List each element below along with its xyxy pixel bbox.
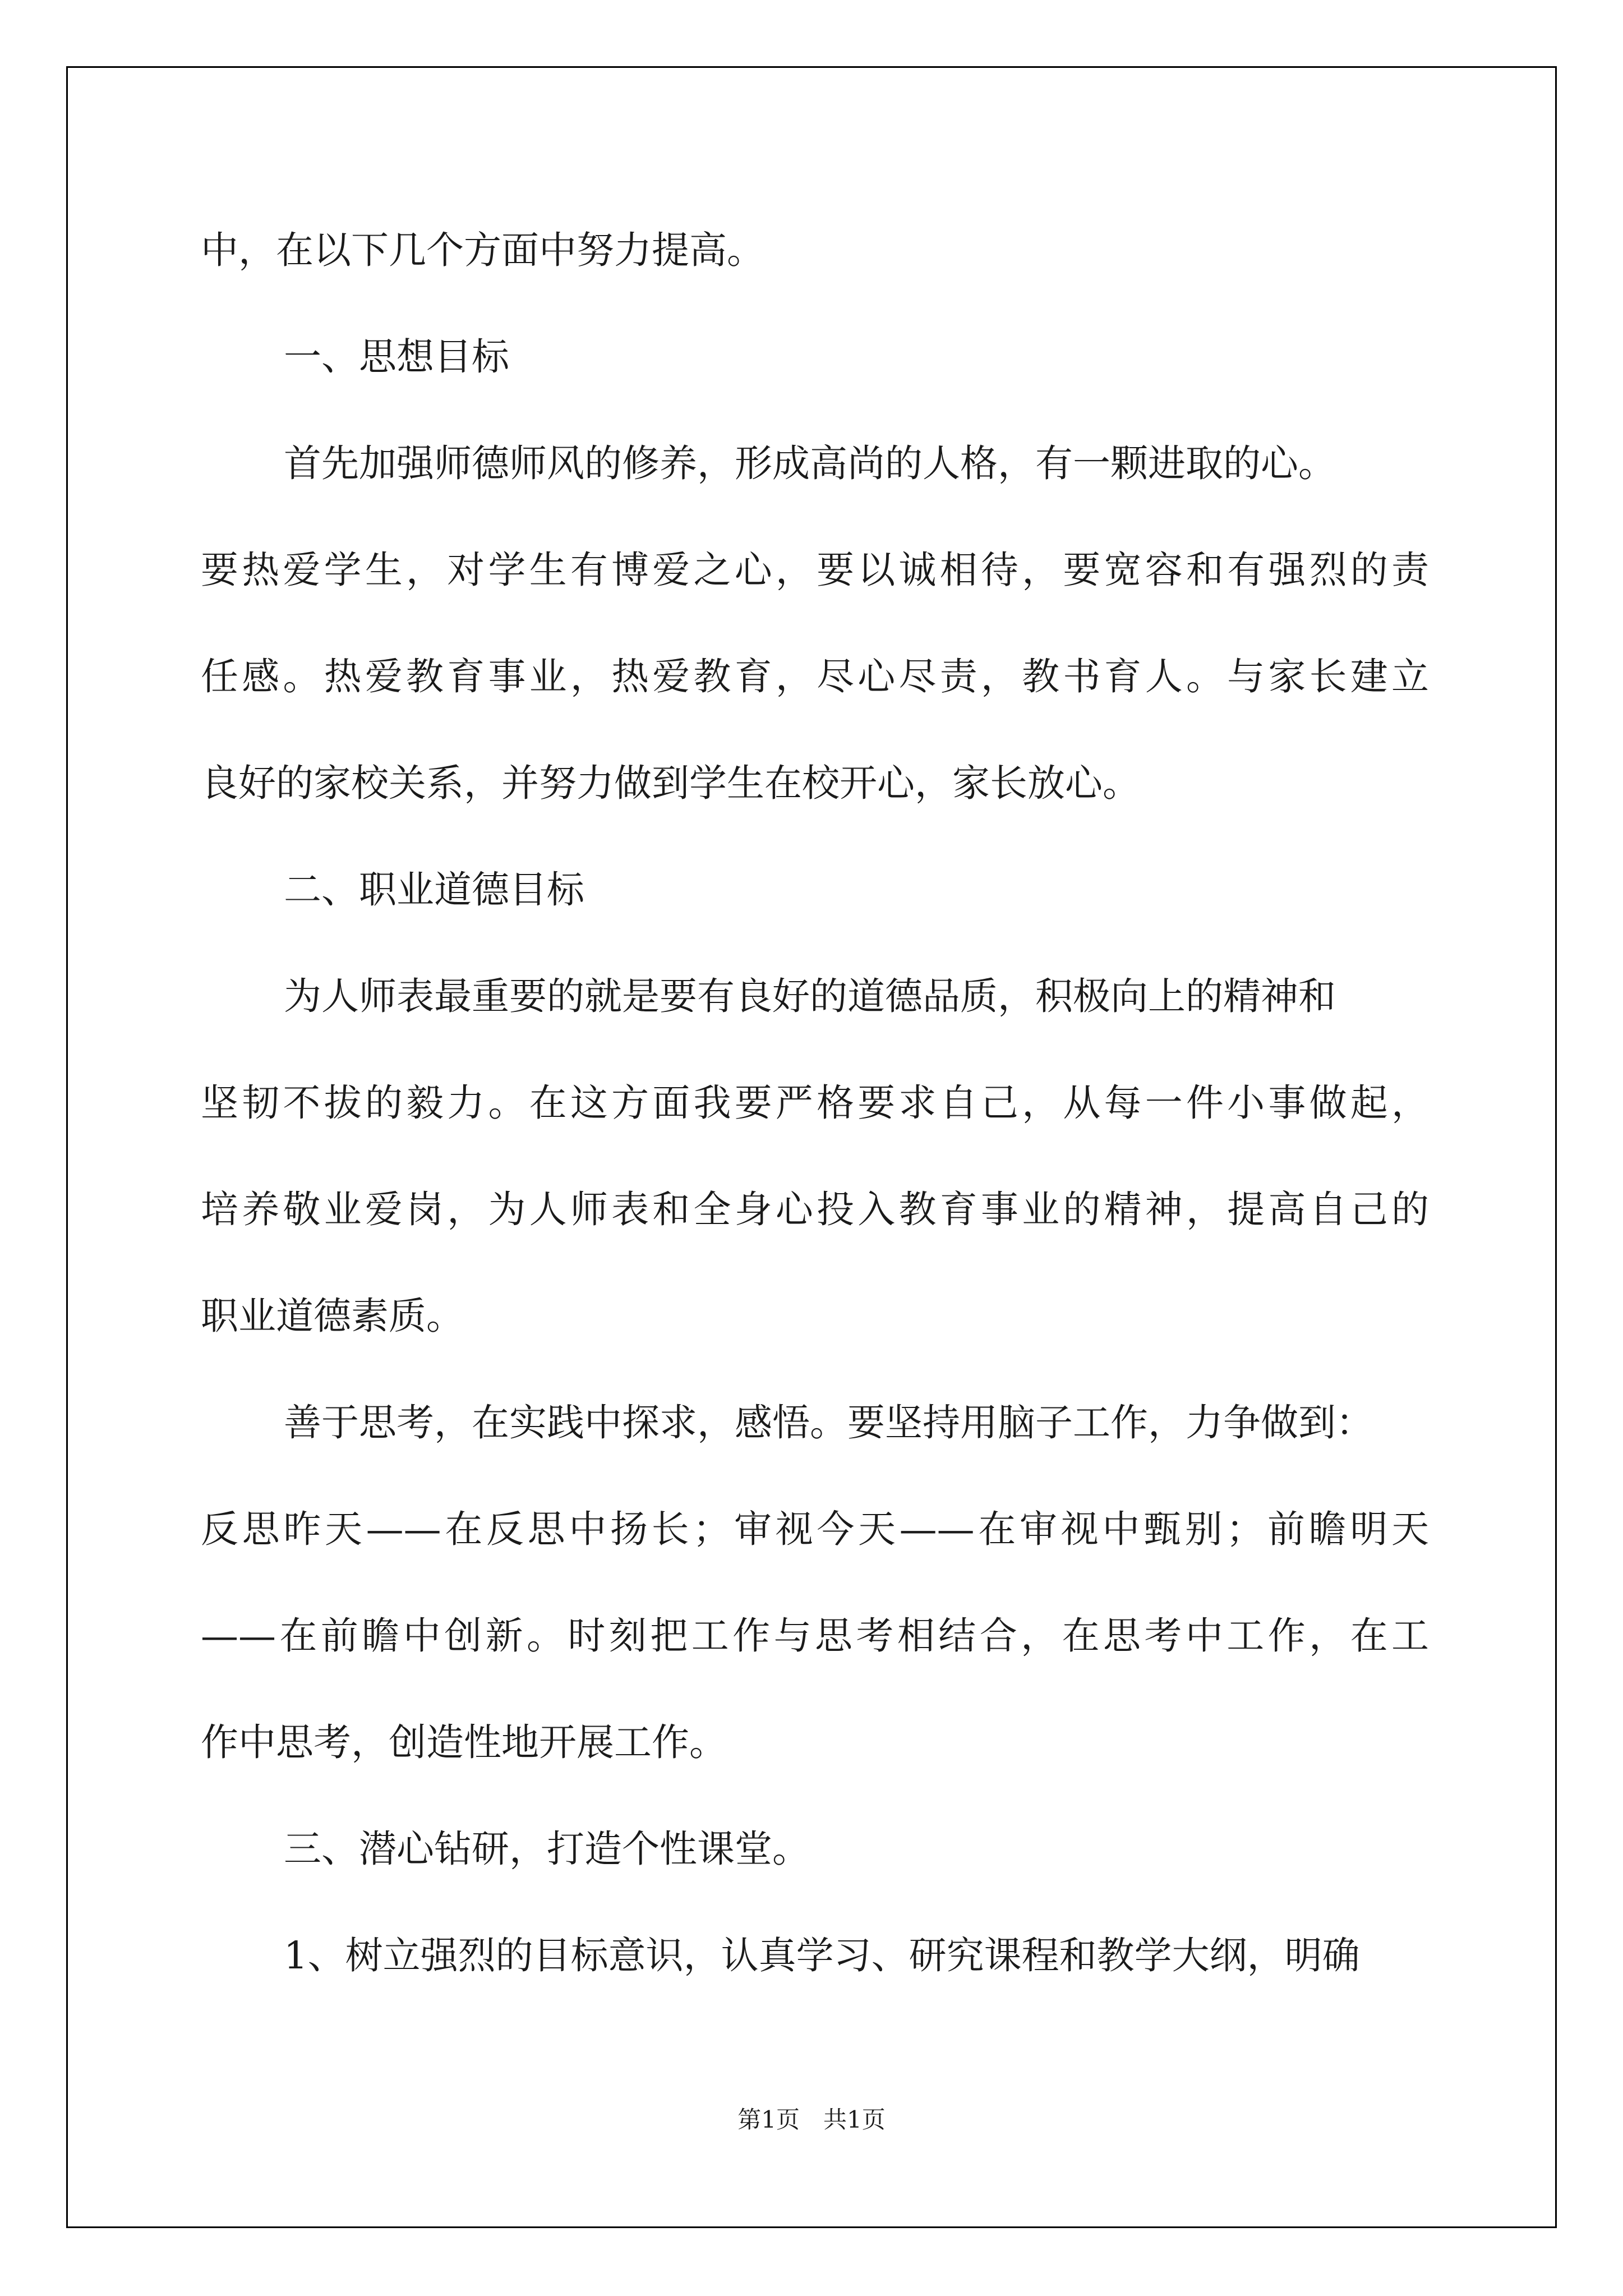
paragraph-line: 为人师表最重要的就是要有良好的道德品质，积极向上的精神和 (284, 974, 1336, 1018)
paragraph-line: 任感。热爱教育事业，热爱教育，尽心尽责，教书育人。与家长建立 (201, 655, 1429, 698)
paragraph-line: 反思昨天——在反思中扬长；审视今天——在审视中甄别；前瞻明天 (201, 1507, 1429, 1551)
paragraph-line: 坚韧不拔的毅力。在这方面我要严格要求自己，从每一件小事做起， (201, 1081, 1429, 1125)
page-border (66, 66, 1557, 2228)
paragraph-line: 职业道德素质。 (201, 1294, 464, 1338)
paragraph-line: 良好的家校关系，并努力做到学生在校开心，家长放心。 (201, 761, 1140, 805)
paragraph-line: 中，在以下几个方面中努力提高。 (201, 228, 764, 272)
paragraph-line: 首先加强师德师风的修养，形成高尚的人格，有一颗进取的心。 (284, 441, 1336, 485)
paragraph-line: 培养敬业爱岗，为人师表和全身心投入教育事业的精神，提高自己的 (201, 1188, 1429, 1231)
paragraph-line: 善于思考，在实践中探求，感悟。要坚持用脑子工作，力争做到： (284, 1401, 1373, 1444)
paragraph-line: ——在前瞻中创新。时刻把工作与思考相结合，在思考中工作，在工 (201, 1614, 1429, 1658)
paragraph-line: 要热爱学生，对学生有博爱之心，要以诚相待，要宽容和有强烈的责 (201, 548, 1429, 592)
paragraph-line: 作中思考，创造性地开展工作。 (201, 1720, 727, 1764)
page-number-footer: 第1页 共1页 (737, 2106, 886, 2133)
section-heading: 三、潜心钻研，打造个性课堂。 (284, 1827, 810, 1871)
section-heading: 二、职业道德目标 (284, 868, 584, 912)
paragraph-line: 1、树立强烈的目标意识，认真学习、研究课程和教学大纲，明确 (284, 1934, 1360, 1977)
section-heading: 一、思想目标 (284, 335, 509, 379)
